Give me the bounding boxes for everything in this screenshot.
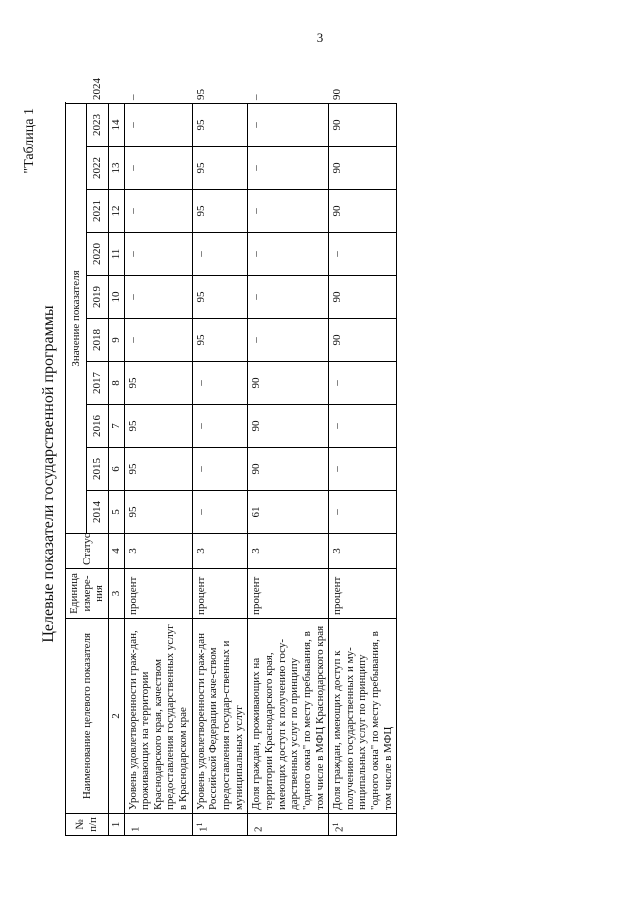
- value-cell: –: [124, 190, 192, 233]
- value-cell: –: [192, 362, 248, 405]
- column-number: 7: [108, 405, 124, 448]
- header-years-row: 2014 2015 2016 2017 2018 2019 2020 2021 2022 2023 2024: [87, 104, 108, 836]
- value-cell: –: [124, 233, 192, 276]
- indicator-name: Уровень удовлетворенности граж-дан Российской Федерации каче-ством предоставления государ-ственных и муниципальных услуг: [192, 619, 248, 814]
- value-cell: 90: [248, 448, 329, 491]
- header-year: 2019: [87, 276, 108, 319]
- value-cell: –: [329, 405, 397, 448]
- row-number-superscript: 1: [331, 822, 341, 827]
- value-cell: –: [124, 276, 192, 319]
- value-cell: 95: [192, 104, 248, 147]
- row-number-cell: [248, 814, 329, 836]
- value-cell: 95: [192, 190, 248, 233]
- value-cell: –: [248, 319, 329, 362]
- column-number: 9: [108, 319, 124, 362]
- row-number: 1: [197, 826, 210, 832]
- value-cell: 90: [248, 405, 329, 448]
- header-unit: Единица измере-ния: [66, 569, 109, 619]
- unit-cell: процент: [248, 569, 329, 619]
- indicators-table: [65, 78, 397, 836]
- column-number: 10: [108, 276, 124, 319]
- status-cell: 3: [192, 534, 248, 569]
- column-number: 8: [108, 362, 124, 405]
- value-cell: –: [248, 104, 329, 147]
- header-year: 2015: [87, 448, 108, 491]
- table-row: $1^1$ Уровень удовлетворенности граж-дан Российской Федерации каче-ством предоставления государ-ственных и муниципальных услуг процент 3 – – – – 95 95 – 95 95 95 95: [192, 104, 248, 836]
- column-number: 1: [108, 814, 124, 836]
- column-number: 5: [108, 491, 124, 534]
- value-cell: 95: [124, 362, 192, 405]
- page-number: 3: [316, 30, 324, 45]
- value-cell: 90: [248, 362, 329, 405]
- value-cell: 95: [124, 405, 192, 448]
- header-num: № п/п: [66, 814, 109, 836]
- indicator-name: Доля граждан, имеющих доступ к получению государственных и му-ниципальных услуг по принципу "одного окна" по месту пребывания, в том числе в МФЦ: [329, 619, 397, 814]
- column-number: 14: [108, 104, 124, 147]
- table-row: $2^1$ Доля граждан, имеющих доступ к получению государственных и му-ниципальных услуг по принципу "одного окна" по месту пребывания, в том числе в МФЦ процент 3 – – – – 90 90 – 90 90 90 90: [329, 104, 397, 836]
- row-number: 2: [252, 826, 265, 832]
- status-cell: 3: [248, 534, 329, 569]
- value-cell: 95: [192, 147, 248, 190]
- value-cell: 90: [329, 104, 397, 147]
- header-year: 2022: [87, 147, 108, 190]
- header-values-group: Значение показателя: [66, 104, 87, 534]
- column-number: 3: [108, 569, 124, 619]
- value-cell: 90: [329, 319, 397, 362]
- column-number: 13: [108, 147, 124, 190]
- column-number: 12: [108, 190, 124, 233]
- value-cell: 95: [192, 319, 248, 362]
- header-year: 2021: [87, 190, 108, 233]
- value-cell: –: [248, 147, 329, 190]
- unit-cell: процент: [192, 569, 248, 619]
- value-cell: –: [192, 491, 248, 534]
- value-cell: 95: [124, 448, 192, 491]
- indicator-name: Уровень удовлетворенности граж-дан, проживающих на территории Краснодарского края, качеством предоставления государственных услуг в Краснодарском крае: [124, 619, 192, 814]
- value-cell: 95: [192, 276, 248, 319]
- row-number-cell: [124, 814, 192, 836]
- header-year: 2017: [87, 362, 108, 405]
- table-caption: "Таблица 1: [22, 108, 37, 174]
- value-cell: –: [329, 448, 397, 491]
- value-cell: –: [124, 104, 192, 147]
- table-row: 2 Доля граждан, проживающих на территории Краснодарского края, имеющих доступ к получению госу-дарственных услуг по принципу "одного окна" по месту пребывания, в том числе в МФЦ Краснодарского края процент 3 61 90 90 90 – – – – – – –: [248, 104, 329, 836]
- column-numbers-row: [108, 104, 124, 836]
- row-number: 1: [129, 826, 142, 832]
- value-cell: –: [192, 405, 248, 448]
- header-name: Наименование целевого показателя: [66, 619, 109, 814]
- table-title: Целевые показатели государственной программы: [40, 305, 57, 643]
- column-number: 6: [108, 448, 124, 491]
- row-number-cell: [329, 814, 397, 836]
- header-year: 2018: [87, 319, 108, 362]
- value-cell: 90: [329, 276, 397, 319]
- value-cell: 90: [329, 147, 397, 190]
- value-cell: –: [248, 233, 329, 276]
- value-cell: –: [329, 491, 397, 534]
- rotated-page-content: [0, 80, 640, 880]
- column-number: 2: [108, 619, 124, 814]
- status-cell: 3: [124, 534, 192, 569]
- column-number: 4: [108, 534, 124, 569]
- value-cell: –: [192, 233, 248, 276]
- value-cell: –: [124, 147, 192, 190]
- value-cell: –: [329, 362, 397, 405]
- unit-cell: процент: [124, 569, 192, 619]
- table-row: 1 Уровень удовлетворенности граж-дан, проживающих на территории Краснодарского края, качеством предоставления государственных услуг в Краснодарском крае процент 3 95 95 95 95 – – – – – – –: [124, 104, 192, 836]
- value-cell: 61: [248, 491, 329, 534]
- value-cell: –: [192, 448, 248, 491]
- row-number: 2: [333, 826, 346, 832]
- column-number: 11: [108, 233, 124, 276]
- header-status: Статус: [66, 534, 109, 569]
- value-cell: 90: [329, 190, 397, 233]
- value-cell: –: [124, 319, 192, 362]
- value-cell: –: [329, 233, 397, 276]
- row-number-cell: [192, 814, 248, 836]
- indicator-name: Доля граждан, проживающих на территории Краснодарского края, имеющих доступ к получению госу-дарственных услуг по принципу "одного окна" по месту пребывания, в том числе в МФЦ Краснодарского края: [248, 619, 329, 814]
- value-cell: –: [248, 276, 329, 319]
- row-number-superscript: 1: [194, 822, 204, 827]
- value-cell: –: [248, 190, 329, 233]
- unit-cell: процент: [329, 569, 397, 619]
- header-year: 2020: [87, 233, 108, 276]
- header-year: 2016: [87, 405, 108, 448]
- header-row: [66, 104, 87, 836]
- value-cell: 95: [124, 491, 192, 534]
- header-year: 2023: [87, 104, 108, 147]
- status-cell: 3: [329, 534, 397, 569]
- header-year: 2014: [87, 491, 108, 534]
